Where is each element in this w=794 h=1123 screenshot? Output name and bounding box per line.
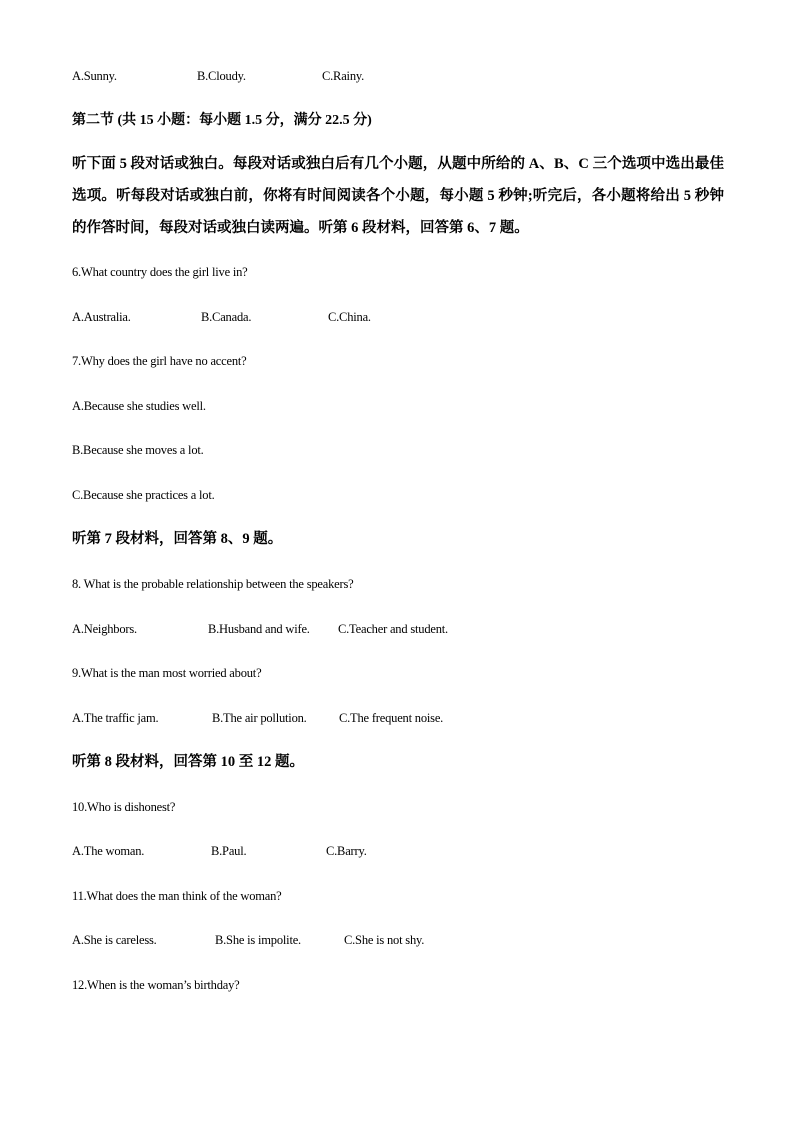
q5-option-c: C.Rainy. bbox=[322, 69, 365, 83]
heading-material-8: 听第 8 段材料，回答第 10 至 12 题。 bbox=[72, 754, 304, 770]
q10-option-b: B.Paul. bbox=[211, 844, 247, 858]
q5-option-a: A.Sunny. bbox=[72, 69, 117, 83]
q7-question: 7.Why does the girl have no accent? bbox=[72, 354, 247, 368]
q8-option-b: B.Husband and wife. bbox=[208, 622, 310, 636]
q7-option-a: A.Because she studies well. bbox=[72, 399, 206, 413]
q9-option-c: C.The frequent noise. bbox=[339, 711, 444, 725]
q8-question: 8. What is the probable relationship between the speakers? bbox=[72, 577, 354, 591]
heading-material-7: 听第 7 段材料，回答第 8、9 题。 bbox=[72, 531, 283, 547]
q8-option-c: C.Teacher and student. bbox=[338, 622, 448, 636]
q5-option-b: B.Cloudy. bbox=[197, 69, 246, 83]
q6-option-c: C.China. bbox=[328, 310, 371, 324]
q10-option-a: A.The woman. bbox=[72, 844, 145, 858]
q7-option-b: B.Because she moves a lot. bbox=[72, 443, 204, 457]
q10-option-c: C.Barry. bbox=[326, 844, 367, 858]
q6-question: 6.What country does the girl live in? bbox=[72, 265, 248, 279]
q11-question: 11.What does the man think of the woman? bbox=[72, 889, 282, 903]
section-title: 第二节 (共 15 小题：每小题 1.5 分，满分 22.5 分) bbox=[72, 113, 372, 128]
q9-option-a: A.The traffic jam. bbox=[72, 711, 159, 725]
section-instructions: 听下面 5 段对话或独白。每段对话或独白后有几个小题，从题中所给的 A、B、C 三个选项中选出最佳选项。听每段对话或独白前，你将有时间阅读各个小题，每小题 5 秒钟;听完后，各小题将给出 5 秒钟的作答时间，每段对话或独白读两遍。听第 6 段材料，回答第 6、7 题。 bbox=[72, 156, 724, 236]
q8-option-a: A.Neighbors. bbox=[72, 622, 137, 636]
q12-question: 12.When is the woman’s birthday? bbox=[72, 978, 240, 992]
q9-question: 9.What is the man most worried about? bbox=[72, 666, 262, 680]
q6-option-a: A.Australia. bbox=[72, 310, 131, 324]
q11-option-a: A.She is careless. bbox=[72, 933, 157, 947]
q6-option-b: B.Canada. bbox=[201, 310, 252, 324]
q11-option-c: C.She is not shy. bbox=[344, 933, 425, 947]
q10-question: 10.Who is dishonest? bbox=[72, 800, 176, 814]
q9-option-b: B.The air pollution. bbox=[212, 711, 307, 725]
q11-option-b: B.She is impolite. bbox=[215, 933, 301, 947]
q7-option-c: C.Because she practices a lot. bbox=[72, 488, 215, 502]
